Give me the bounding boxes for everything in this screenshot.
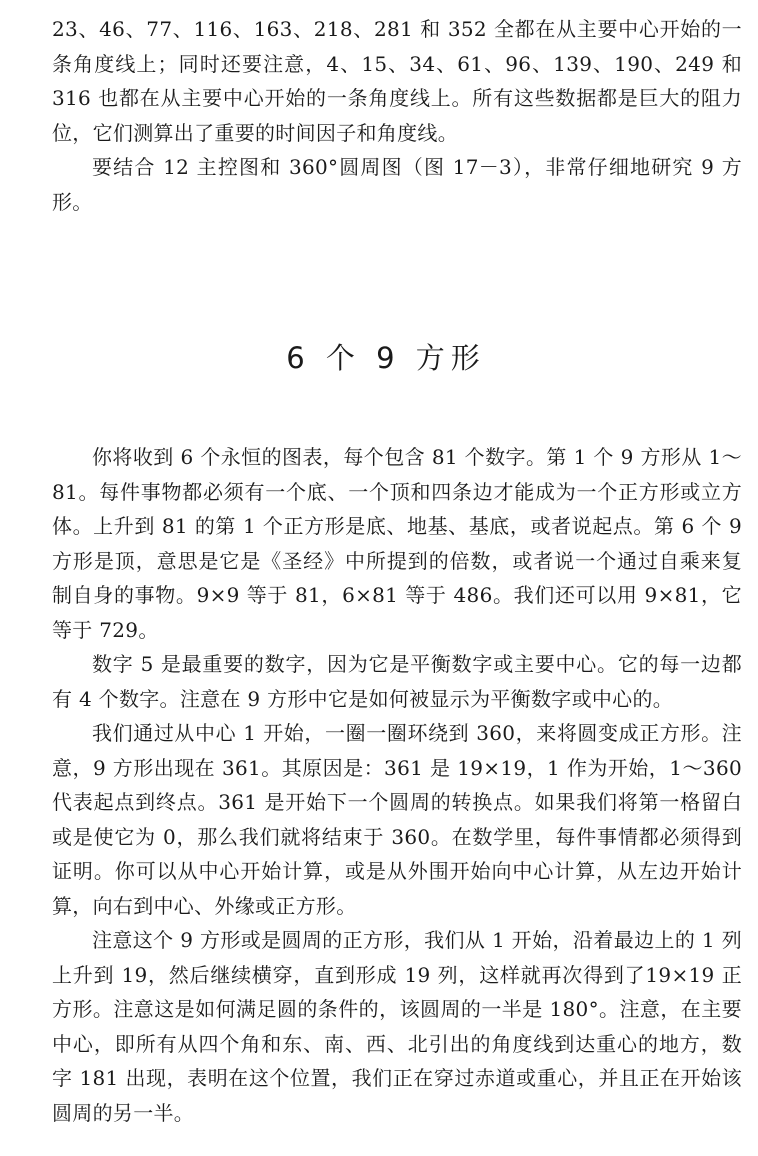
paragraph-study-advice: 要结合 12 主控图和 360°圆周图（图 17－3），非常仔细地研究 9 方形。: [52, 155, 742, 214]
paragraph-angle-lines: 23、46、77、116、163、218、281 和 352 全都在从主要中心开始的一条角度线上；同时还要注意，4、15、34、61、96、139、190、249 和 316 也都在从主要中心开始的一条角度线上。所有这些数据都是巨大的阻力位，它们测算出了重要的时间因子和角度线。: [52, 17, 742, 145]
main-section: [52, 440, 742, 1130]
section-title: 6 个 9 方形: [286, 341, 486, 375]
paragraph-number-five: 数字 5 是最重要的数字，因为它是平衡数字或主要中心。它的每一边都有 4 个数字。注意在 9 方形中它是如何被显示为平衡数字或中心的。: [52, 652, 742, 711]
top-section: [52, 12, 742, 219]
paragraph-six-charts: 你将收到 6 个永恒的图表，每个包含 81 个数字。第 1 个 9 方形从 1～81。每件事物都必须有一个底、一个顶和四条边才能成为一个正方形或立方体。上升到 81 的第 1 个正方形是底、地基、基底，或者说起点。第 6 个 9 方形是顶，意思是它是《圣经》中所提到的倍数，或者说一个通过自乘来复制自身的事物。9×9 等于 81，6×81 等于 486。我们还可以用 9×81，它等于 729。: [52, 445, 742, 642]
paragraph-circle-to-square: 我们通过从中心 1 开始，一圈一圈环绕到 360，来将圆变成正方形。注意，9 方形出现在 361。其原因是：361 是 19×19，1 作为开始，1～360 代表起点到终点。361 是开始下一个圆周的转换点。如果我们将第一格留白或是使它为 0，那么我们就将结束于 360。在数学里，每件事情都必须得到证明。你可以从中心开始计算，或是从外围开始向中心计算，从左边开始计算，向右到中心、外缘或正方形。: [52, 721, 742, 918]
paragraph-square-of-circle: 注意这个 9 方形或是圆周的正方形，我们从 1 开始，沿着最边上的 1 列上升到 19，然后继续横穿，直到形成 19 列，这样就再次得到了19×19 正方形。注意这是如何满足圆的条件的，该圆周的一半是 180°。注意，在主要中心，即所有从四个角和东、南、西、北引出的角度线到达重心的地方，数字 181 出现，表明在这个位置，我们正在穿过赤道或重心，并且正在开始该圆周的另一半。: [52, 928, 742, 1125]
